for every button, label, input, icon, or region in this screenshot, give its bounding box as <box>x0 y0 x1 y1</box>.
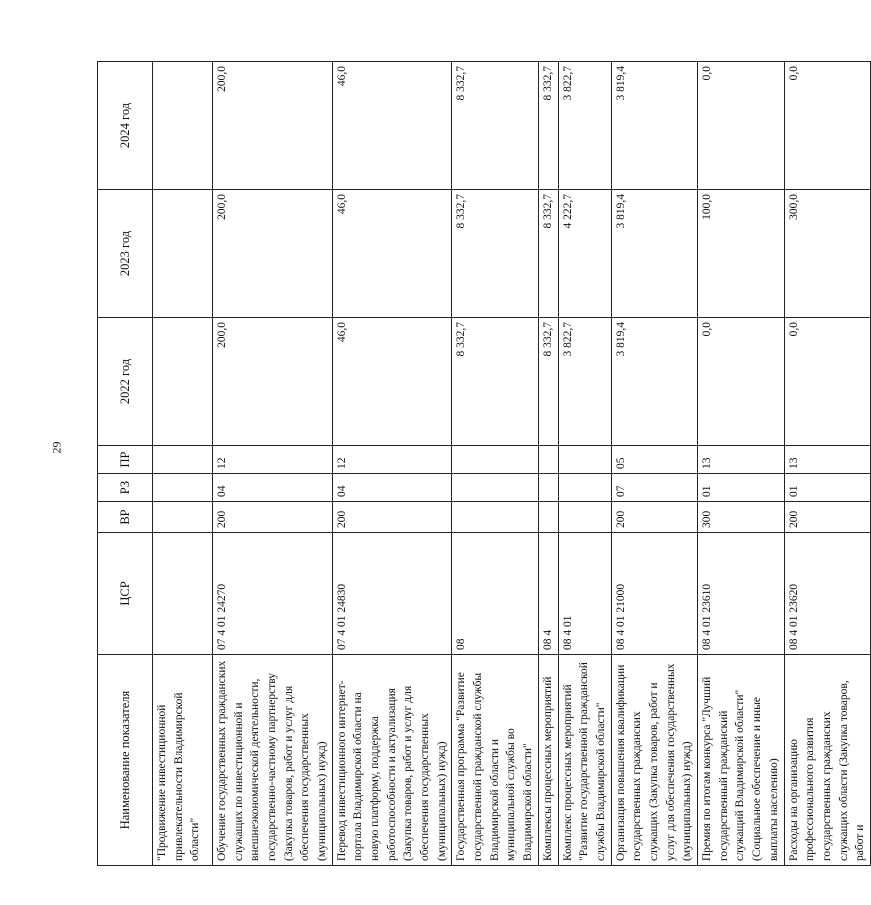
row-vr: 200 <box>332 502 452 533</box>
row-rz: 04 <box>332 474 452 502</box>
table-row <box>611 62 697 866</box>
table-row <box>153 62 213 866</box>
row-2022: 0,0 <box>784 318 870 446</box>
row-rz <box>452 474 538 502</box>
row-csr: 07 4 01 24270 <box>213 533 333 655</box>
row-csr: 08 <box>452 533 538 655</box>
row-pr <box>558 446 611 474</box>
budget-table <box>97 61 871 866</box>
table-row <box>452 62 538 866</box>
row-2023: 8 332,7 <box>452 190 538 318</box>
rotated-table-container <box>97 62 867 866</box>
row-pr: 13 <box>784 446 870 474</box>
row-csr: 08 4 01 <box>558 533 611 655</box>
row-vr: 200 <box>784 502 870 533</box>
row-vr: 300 <box>698 502 784 533</box>
header-row <box>98 62 153 866</box>
row-vr: 200 <box>213 502 333 533</box>
row-rz <box>558 474 611 502</box>
row-2024 <box>153 62 213 190</box>
row-2022: 8 332,7 <box>538 318 558 446</box>
table-row <box>784 62 870 866</box>
row-pr: 12 <box>213 446 333 474</box>
row-vr <box>558 502 611 533</box>
row-2022: 0,0 <box>698 318 784 446</box>
row-pr <box>452 446 538 474</box>
header-vr: ВР <box>98 502 153 533</box>
row-name: "Продвижение инвестиционной привлекательности Владимирской области" <box>153 655 213 866</box>
row-rz: 01 <box>784 474 870 502</box>
header-2024: 2024 год <box>98 62 153 190</box>
page-number: 29 <box>49 441 64 454</box>
row-pr: 12 <box>332 446 452 474</box>
row-csr: 08 4 01 23620 <box>784 533 870 655</box>
row-rz: 04 <box>213 474 333 502</box>
row-2024: 46,0 <box>332 62 452 190</box>
row-2022: 200,0 <box>213 318 333 446</box>
header-2022: 2022 год <box>98 318 153 446</box>
row-2022: 46,0 <box>332 318 452 446</box>
row-2023 <box>153 190 213 318</box>
row-pr <box>538 446 558 474</box>
row-2024: 200,0 <box>213 62 333 190</box>
row-vr <box>452 502 538 533</box>
row-name: Расходы на организацию профессионального развития государственных гражданских служащих области (Закупка товаров, работ и <box>784 655 870 866</box>
row-csr <box>153 533 213 655</box>
table-row <box>698 62 784 866</box>
row-csr: 08 4 01 23610 <box>698 533 784 655</box>
row-2022: 3 822,7 <box>558 318 611 446</box>
row-pr <box>153 446 213 474</box>
table-row <box>538 62 558 866</box>
row-name: Обучение государственных гражданских служащих по инвестиционной и внешнеэкономической деятельности, государственно-частному партнерству (Закупка товаров, работ и услуг для обеспечения государственных (муниципальных) нужд) <box>213 655 333 866</box>
row-2024: 0,0 <box>698 62 784 190</box>
row-rz <box>153 474 213 502</box>
row-name: Перевод инвестиционного интернет-портала Владимирской области на новую платформу, поддержка работоспособности и актуализация (Закупка товаров, работ и услуг для обеспечения государственных (муниципальных) нужд) <box>332 655 452 866</box>
row-name: Государственная программа "Развитие государственной гражданской службы Владимирской области и муниципальной службы во Владимирской области" <box>452 655 538 866</box>
row-rz <box>538 474 558 502</box>
row-2022 <box>153 318 213 446</box>
row-csr: 08 4 <box>538 533 558 655</box>
table-area <box>97 62 867 866</box>
row-rz: 01 <box>698 474 784 502</box>
header-pr: ПР <box>98 446 153 474</box>
row-csr: 08 4 01 21000 <box>611 533 697 655</box>
row-2023: 46,0 <box>332 190 452 318</box>
row-2023: 8 332,7 <box>538 190 558 318</box>
row-vr <box>153 502 213 533</box>
row-2023: 200,0 <box>213 190 333 318</box>
row-name: Организация повышения квалификации государственных гражданских служащих (Закупка товаров, работ и услуг для обеспечения государственных (муниципальных) нужд) <box>611 655 697 866</box>
row-pr: 05 <box>611 446 697 474</box>
header-rz: РЗ <box>98 474 153 502</box>
row-csr: 07 4 01 24830 <box>332 533 452 655</box>
row-2024: 3 819,4 <box>611 62 697 190</box>
header-csr: ЦСР <box>98 533 153 655</box>
row-name: Премия по итогам конкурса "Лучший государственный гражданский служащий Владимирской области" (Социальное обеспечение и иные выплаты населению) <box>698 655 784 866</box>
row-2023: 100,0 <box>698 190 784 318</box>
row-vr: 200 <box>611 502 697 533</box>
table-row <box>558 62 611 866</box>
row-2024: 3 822,7 <box>558 62 611 190</box>
row-2024: 0,0 <box>784 62 870 190</box>
table-row <box>213 62 333 866</box>
row-pr: 13 <box>698 446 784 474</box>
row-vr <box>538 502 558 533</box>
row-2023: 3 819,4 <box>611 190 697 318</box>
header-name: Наименование показателя <box>98 655 153 866</box>
row-2024: 8 332,7 <box>538 62 558 190</box>
row-2023: 4 222,7 <box>558 190 611 318</box>
row-name: Комплексы процессных мероприятий <box>538 655 558 866</box>
row-name: Комплекс процессных мероприятий "Развитие государственной гражданской службы Владимирской области" <box>558 655 611 866</box>
row-2024: 8 332,7 <box>452 62 538 190</box>
row-2022: 3 819,4 <box>611 318 697 446</box>
row-2023: 300,0 <box>784 190 870 318</box>
header-2023: 2023 год <box>98 190 153 318</box>
table-row <box>332 62 452 866</box>
row-rz: 07 <box>611 474 697 502</box>
row-2022: 8 332,7 <box>452 318 538 446</box>
